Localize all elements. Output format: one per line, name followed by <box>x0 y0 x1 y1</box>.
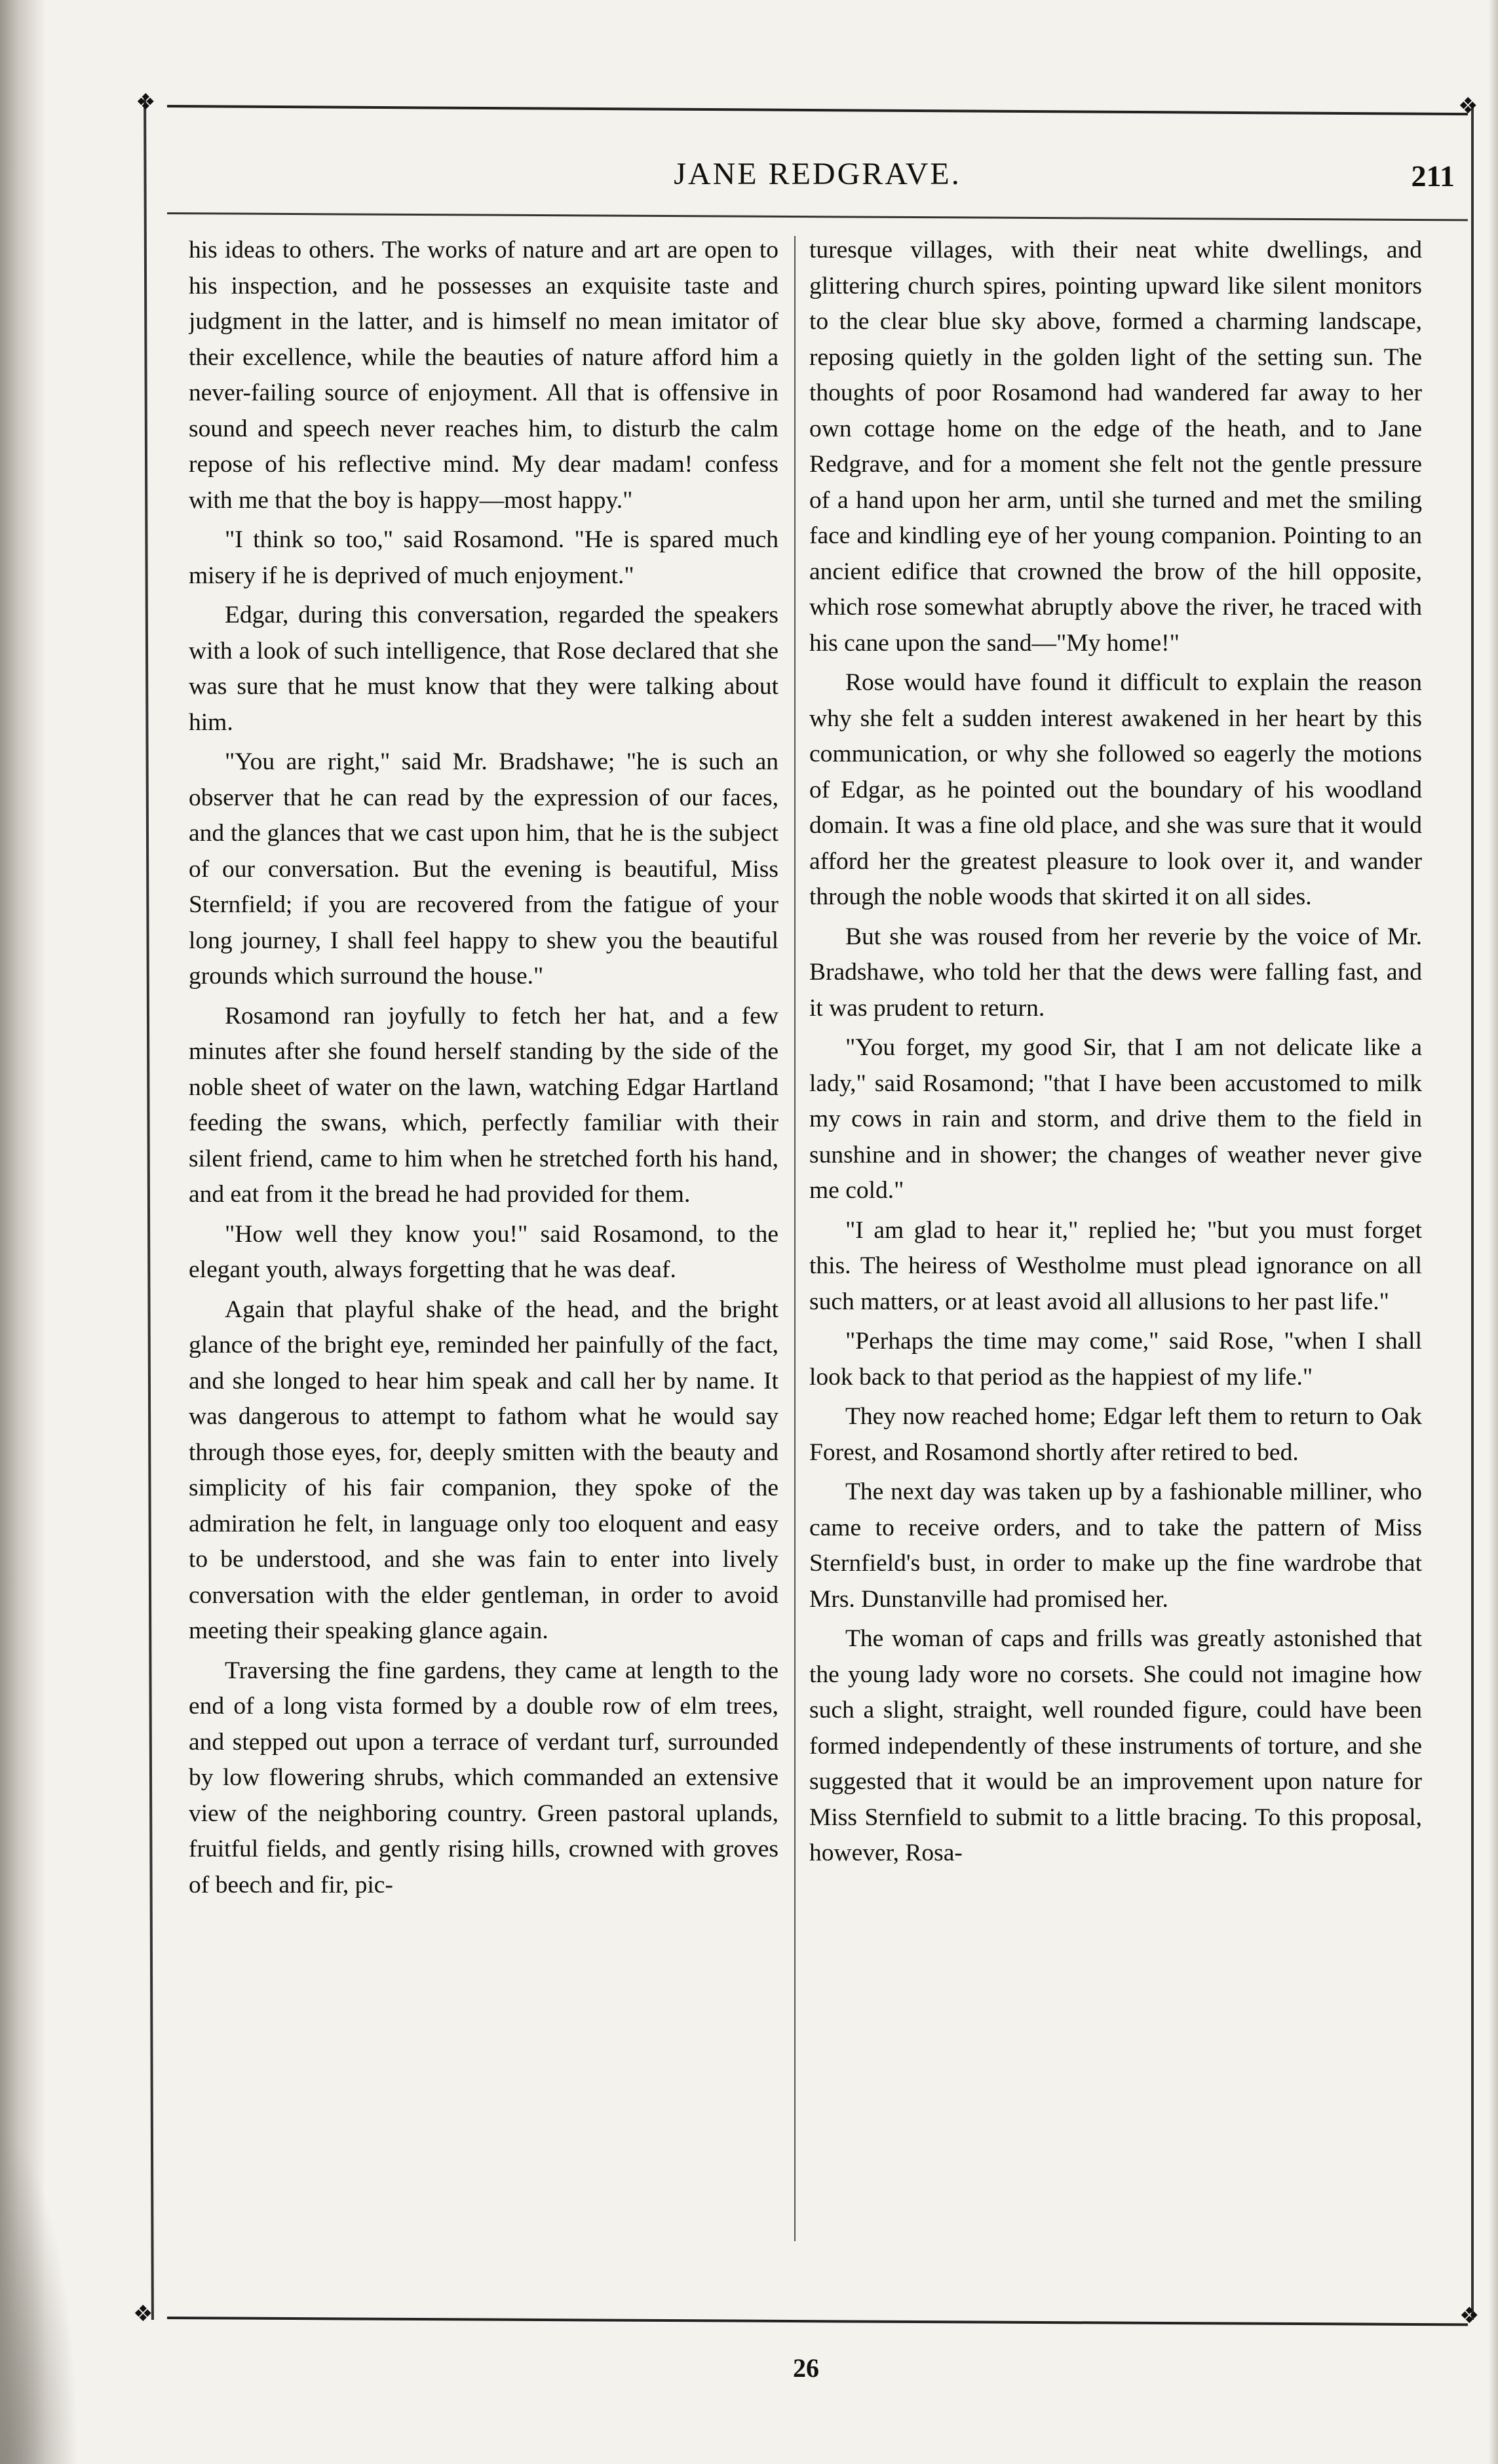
page-edge <box>1489 0 1498 2464</box>
paragraph: "Perhaps the time may come," said Rose, "when I shall look back to that period as the happiest of my life." <box>809 1328 1422 1391</box>
paragraph: Rosamond ran joyfully to fetch her hat, and a few minutes after she found herself standing by the side of the noble sheet of water on the lawn, watching Edgar Hartland feeding the swans, which, perfectly familiar with their silent friend, came to him when he stretched forth his hand, and eat from it the bread he had provided for them. <box>189 1002 778 1208</box>
left-column <box>189 233 778 2258</box>
paragraph: turesque villages, with their neat white dwellings, and glittering church spires, pointing upward like silent monitors to the clear blue sky above, formed a charming landscape, reposing quietly in the golden light of the setting sun. The thoughts of poor Rosamond had wandered far away to her own cottage home on the edge of the heath, and to Jane Redgrave, and for a moment she felt not the gentle pressure of a hand upon her arm, until she turned and met the smiling face and kindling eye of her young companion. Pointing to an ancient edifice that crowned the brow of the hill opposite, which rose somewhat abruptly above the river, he traced with his cane upon the sand—"My home!" <box>809 237 1422 657</box>
page-header <box>167 156 1468 215</box>
paragraph: "I think so too," said Rosamond. "He is spared much misery if he is deprived of much enjoyment." <box>189 526 778 589</box>
border-top-rule <box>167 105 1468 115</box>
paragraph: Rose would have found it difficult to explain the reason why she felt a sudden interest awakened in her heart by this communication, or why she followed so eagerly the motions of Edgar, as he pointed out the boundary of his woodland domain. It was a fine old place, and she was sure that it would afford her the greatest pleasure to look over it, and wander through the noble woods that skirted it on all sides. <box>809 669 1422 910</box>
paragraph: "You forget, my good Sir, that I am not delicate like a lady," said Rosamond; "that I have been accustomed to milk my cows in rain and storm, and drive them to the field in sunshine and in shower; the changes of weather never give me cold." <box>809 1034 1422 1204</box>
corner-ornament-icon: ❖ <box>136 90 156 115</box>
paragraph: The next day was taken up by a fashionable milliner, who came to receive orders, and to take the pattern of Miss Sternfield's bust, in order to make up the fine wardrobe that Mrs. Dunstanville had promised her. <box>809 1478 1422 1613</box>
border-right-rule <box>1471 105 1474 2320</box>
paragraph: The woman of caps and frills was greatly astonished that the young lady wore no corsets. She could not imagine how such a slight, straight, well rounded figure, could have been formed independently of these instruments of torture, and she suggested that it would be an improvement upon nature for Miss Sternfield to submit to a little bracing. To this proposal, however, Rosa- <box>809 1625 1422 1866</box>
paragraph: "I am glad to hear it," replied he; "but you must forget this. The heiress of Westholme must plead ignorance on all such matters, or at least avoid all allusions to her past life." <box>809 1216 1422 1315</box>
paragraph: his ideas to others. The works of nature and art are open to his inspection, and he possesses an exquisite taste and judgment in the latter, and is himself no mean imitator of their excellence, while the beauties of nature afford him a never-failing source of enjoyment. All that is offensive in sound and speech never reaches him, to disturb the calm repose of his reflective mind. My dear madam! confess with me that the boy is happy—most happy." <box>189 237 778 514</box>
running-title: JANE REDGRAVE. <box>674 157 961 191</box>
border-left-rule <box>144 98 154 2320</box>
paragraph: Edgar, during this conversation, regarded the speakers with a look of such intelligence, that Rose declared that she was sure that he must know that they were talking about him. <box>189 602 778 736</box>
right-column <box>809 233 1422 2258</box>
paragraph: They now reached home; Edgar left them to return to Oak Forest, and Rosamond shortly after retired to bed. <box>809 1403 1422 1466</box>
corner-ornament-icon: ❖ <box>133 2302 153 2326</box>
corner-ornament-icon: ❖ <box>1459 2304 1480 2328</box>
paragraph: "You are right," said Mr. Bradshawe; "he is such an observer that he can read by the expression of our faces, and the glances that we cast upon him, that he is the subject of our conversation. But the evening is beautiful, Miss Sternfield; if you are recovered from the fatigue of your long journey, I shall feel happy to shew you the beautiful grounds which surround the house." <box>189 748 778 990</box>
page-number: 211 <box>1411 159 1455 193</box>
corner-ornament-icon: ❖ <box>1458 94 1478 119</box>
paragraph: Traversing the fine gardens, they came at length to the end of a long vista formed by a double row of elm trees, and stepped out upon a terrace of verdant turf, surrounded by low flowering shrubs, which commanded an extensive view of the neighboring country. Green pastoral uplands, fruitful fields, and gently rising hills, crowned with groves of beech and fir, pic- <box>189 1657 778 1898</box>
signature-mark: 26 <box>793 2353 819 2383</box>
paragraph: But she was roused from her reverie by the voice of Mr. Bradshawe, who told her that the dews were falling fast, and it was prudent to return. <box>809 923 1422 1022</box>
page-gutter-shadow <box>0 0 46 2464</box>
page-corner-shadow <box>0 2130 79 2464</box>
paragraph: "How well they know you!" said Rosamond, to the elegant youth, always forgetting that he was deaf. <box>189 1220 778 1283</box>
column-divider <box>794 236 796 2241</box>
border-bottom-rule <box>167 2317 1468 2326</box>
paragraph: Again that playful shake of the head, and the bright glance of the bright eye, reminded her painfully of the fact, and she longed to hear him speak and call her by name. It was dangerous to attempt to fathom what he would say through those eyes, for, deeply smitten with the beauty and simplicity of his fair companion, they spoke of the admiration he felt, in language only too eloquent and easy to be understood, and she was fain to enter into lively conversation with the elder gentleman, in order to avoid meeting their speaking glance again. <box>189 1296 778 1644</box>
